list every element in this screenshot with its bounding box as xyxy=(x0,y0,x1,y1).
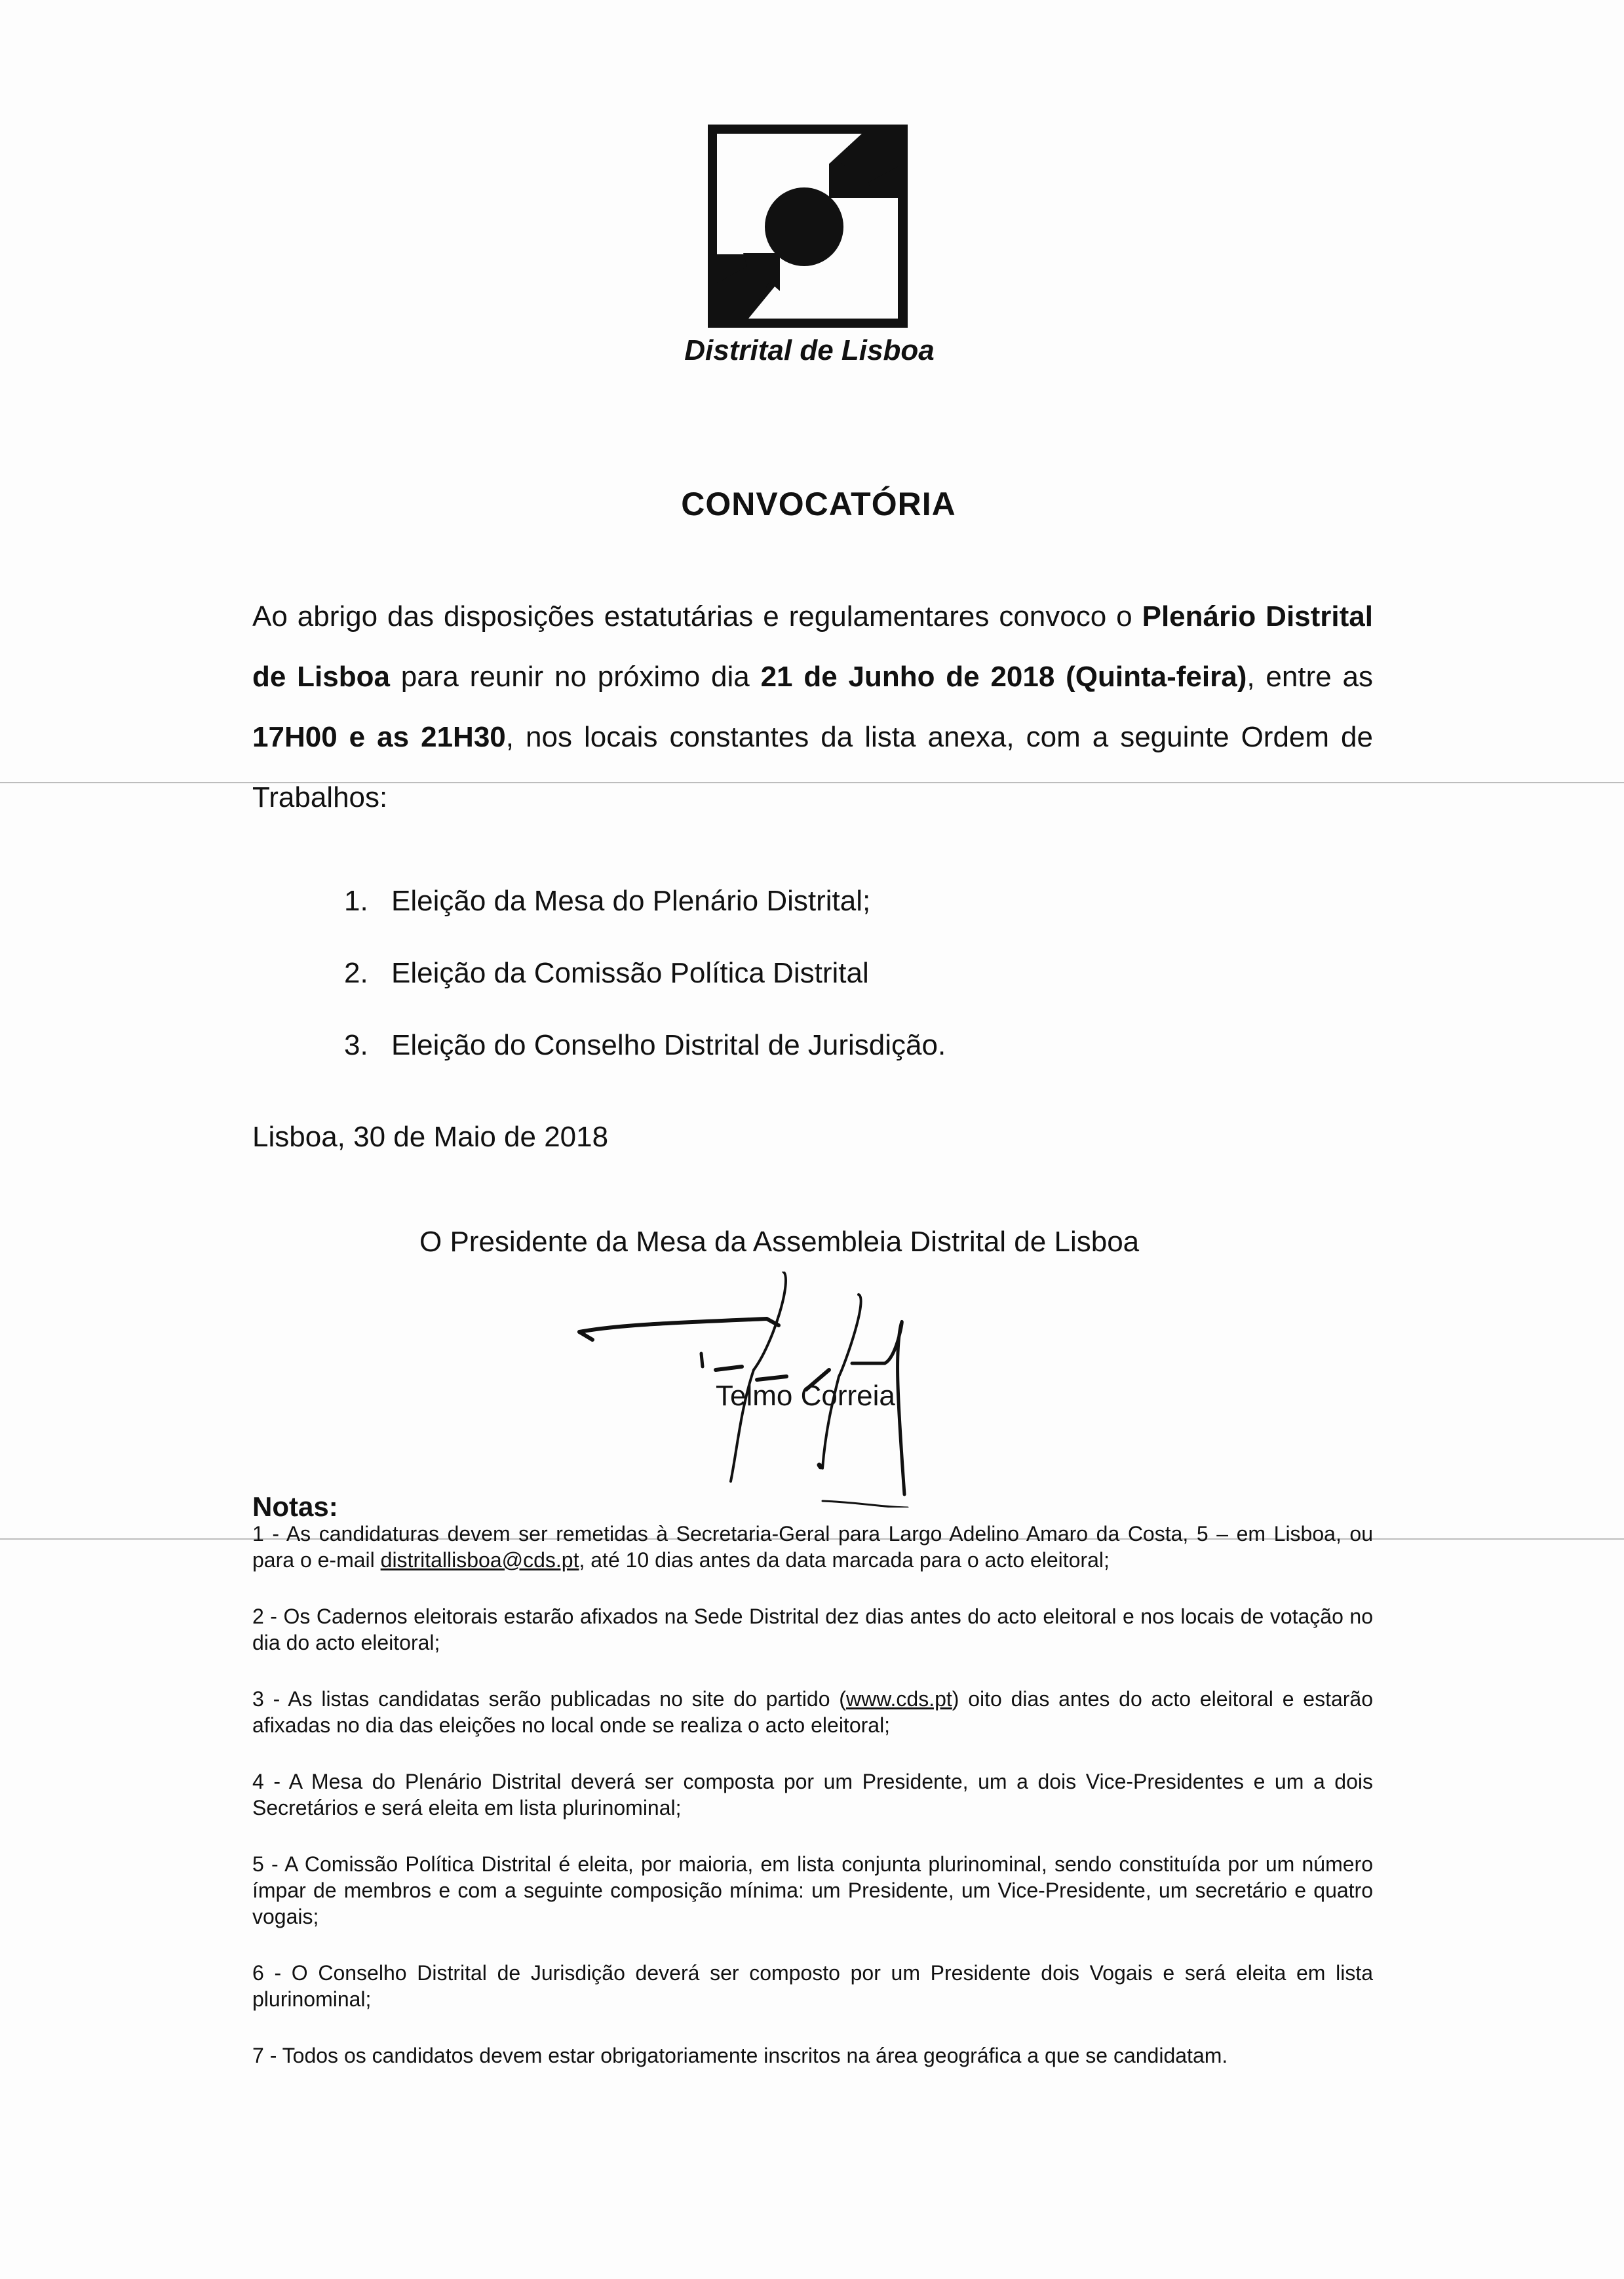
agenda-item xyxy=(344,865,946,937)
handwritten-signature xyxy=(570,1272,1003,1508)
agenda-item xyxy=(344,1009,946,1081)
intro-text: para reunir no próximo dia xyxy=(389,661,761,693)
note-item xyxy=(252,1603,1373,1656)
note-item xyxy=(252,2042,1373,2069)
notes-list xyxy=(252,1521,1373,2099)
website-link[interactable]: www.cds.pt xyxy=(845,1687,952,1711)
agenda-text: Eleição da Comissão Política Distrital xyxy=(391,957,869,989)
note-text: 7 - Todos os candidatos devem estar obrigatoriamente inscritos na área geográfica a que se candidatam. xyxy=(252,2044,1228,2067)
note-item xyxy=(252,1686,1373,1738)
note-item xyxy=(252,1851,1373,1930)
intro-bold-plenario: Plenário Distrital de Lisboa xyxy=(252,600,1373,693)
note-text: 1 - As candidaturas devem ser remetidas à Secretaria-Geral para Largo Adelino Amaro da Costa, 5 – em Lisboa, ou para o e-mail xyxy=(252,1522,1373,1572)
agenda-text: Eleição do Conselho Distrital de Jurisdição. xyxy=(391,1029,946,1061)
note-text: 6 - O Conselho Distrital de Jurisdição deverá ser composto por um Presidente dois Vogais e será eleita em lista plurinominal; xyxy=(252,1961,1373,2011)
agenda-number: 2. xyxy=(344,957,368,989)
intro-bold-time: 17H00 e as 21H30 xyxy=(252,721,506,753)
document-title: CONVOCATÓRIA xyxy=(681,486,956,522)
note-item xyxy=(252,1960,1373,2012)
intro-paragraph xyxy=(252,587,1373,828)
note-text: ) oito dias antes do acto eleitoral e estarão afixadas no dia das eleições no local onde se realiza o acto eleitoral; xyxy=(252,1687,1374,1737)
place-date: Lisboa, 30 de Maio de 2018 xyxy=(252,1121,609,1153)
notes-heading: Notas: xyxy=(252,1491,338,1522)
intro-text: , entre as xyxy=(1247,661,1374,693)
intro-text: , nos locais constantes da lista anexa, com a seguinte Ordem de Trabalhos: xyxy=(252,721,1373,813)
email-link[interactable]: distritallisboa@cds.pt xyxy=(380,1548,579,1572)
note-text: 4 - A Mesa do Plenário Distrital deverá ser composta por um Presidente, um a dois Vice-Presidentes e um a dois Secretários e será eleita em lista plurinominal; xyxy=(252,1770,1373,1820)
intro-text: Ao abrigo das disposições estatutárias e regulamentares convoco o xyxy=(252,600,1142,633)
organization-name: Distrital de Lisboa xyxy=(684,334,935,366)
note-item xyxy=(252,1768,1373,1821)
agenda-list xyxy=(344,865,946,1081)
cds-pp-logo-icon xyxy=(708,125,908,328)
agenda-number: 3. xyxy=(344,1029,368,1061)
signer-title: O Presidente da Mesa da Assembleia Distrital de Lisboa xyxy=(419,1226,1140,1258)
note-text: 3 - As listas candidatas serão publicadas no site do partido ( xyxy=(252,1687,846,1711)
intro-bold-date: 21 de Junho de 2018 (Quinta-feira) xyxy=(760,661,1247,693)
note-text: 2 - Os Cadernos eleitorais estarão afixados na Sede Distrital dez dias antes do acto eleitoral e nos locais de votação no dia do acto eleitoral; xyxy=(252,1605,1373,1654)
note-item xyxy=(252,1521,1373,1573)
agenda-item xyxy=(344,937,946,1009)
signer-name: Telmo Correia xyxy=(716,1380,895,1412)
note-text: 5 - A Comissão Política Distrital é eleita, por maioria, em lista conjunta plurinominal, sendo constituída por um número ímpar de membros e com a seguinte composição mínima: um Presidente, um Vice-Presidente, um secretário e quatro vogais; xyxy=(252,1852,1373,1928)
agenda-number: 1. xyxy=(344,885,368,917)
agenda-text: Eleição da Mesa do Plenário Distrital; xyxy=(391,885,871,917)
note-text: , até 10 dias antes da data marcada para o acto eleitoral; xyxy=(579,1548,1110,1572)
